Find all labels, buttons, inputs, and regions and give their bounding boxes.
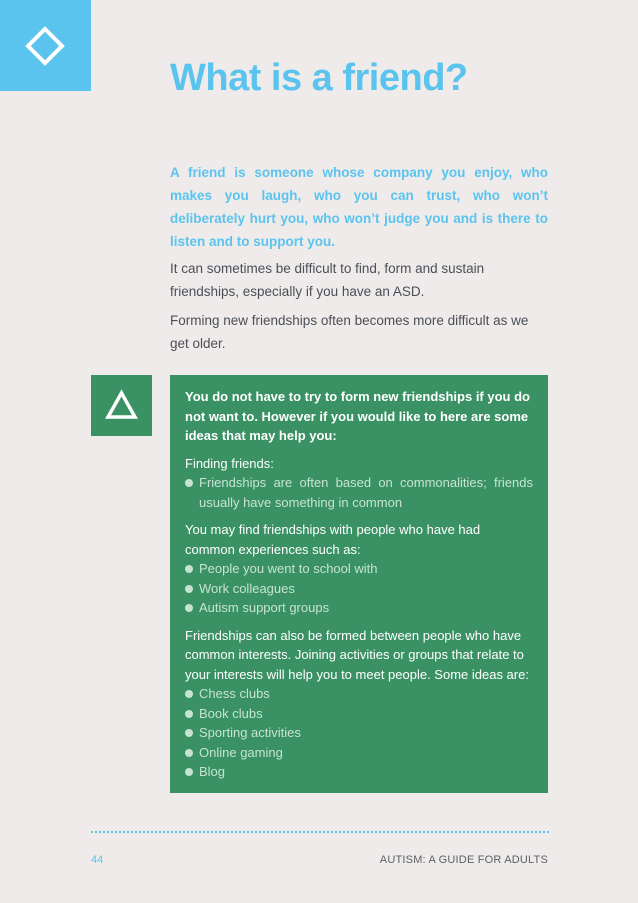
finding-friends-list: [185, 473, 533, 512]
bullet-dot-icon: [185, 768, 193, 776]
body-paragraph-1: It can sometimes be difficult to find, form and sustain friendships, especially if you have an ASD.: [170, 261, 485, 299]
tips-lead: You do not have to try to form new friendships if you do not want to. However if you would like to here are some ideas that may help you:: [185, 389, 530, 443]
bullet-dot-icon: [185, 604, 193, 612]
list-item: Work colleagues: [185, 579, 533, 599]
page-number: 44: [91, 854, 104, 866]
common-experiences-list: [185, 559, 533, 618]
common-interests-heading: Friendships can also be formed between people who have common interests. Joining activities or groups that relate to your interests will help you to meet people. Some ideas are:: [185, 627, 529, 682]
list-item: People you went to school with: [185, 559, 533, 579]
list-item: Sporting activities: [185, 723, 533, 743]
corner-diamond-block: [0, 0, 91, 91]
list-item: Autism support groups: [185, 598, 533, 618]
list-item: Online gaming: [185, 743, 533, 763]
bullet-dot-icon: [185, 710, 193, 718]
finding-friends-heading: Finding friends:: [185, 455, 274, 471]
list-item: Friendships are often based on commonalities; friends usually have something in common: [185, 473, 533, 512]
bullet-dot-icon: [185, 565, 193, 573]
bullet-dot-icon: [185, 585, 193, 593]
footer-title: AUTISM: A GUIDE FOR ADULTS: [379, 854, 548, 866]
bullet-dot-icon: [185, 729, 193, 737]
common-experiences-heading: You may find friendships with people who have had common experiences such as:: [185, 522, 481, 557]
interest-ideas-list: [185, 684, 533, 782]
body-paragraph-2: Forming new friendships often becomes more difficult as we get older.: [170, 313, 529, 351]
list-item: Blog: [185, 762, 533, 782]
list-item: Chess clubs: [185, 684, 533, 704]
footer-divider: [91, 831, 549, 833]
intro-paragraph: A friend is someone whose company you enjoy, who makes you laugh, who you can trust, who won’t deliberately hurt you, who won’t judge you and is there to listen and to support you.: [170, 165, 548, 249]
tips-box: [170, 375, 548, 793]
bullet-dot-icon: [185, 749, 193, 757]
list-item: Book clubs: [185, 704, 533, 724]
triangle-block: [91, 375, 152, 436]
page-title: What is a friend?: [170, 57, 468, 99]
bullet-dot-icon: [185, 690, 193, 698]
triangle-icon: [105, 389, 138, 422]
bullet-dot-icon: [185, 479, 193, 487]
diamond-icon: [25, 26, 65, 66]
